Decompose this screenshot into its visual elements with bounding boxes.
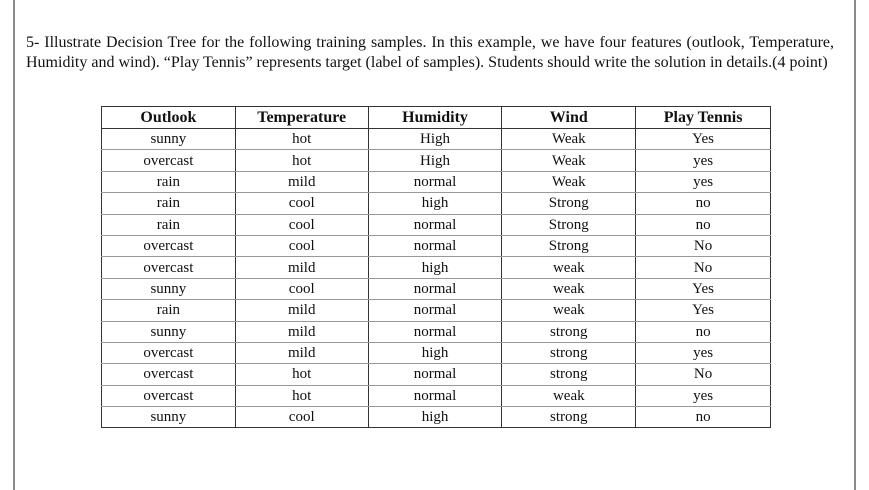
cell-humidity: high xyxy=(368,193,502,214)
cell-outlook: rain xyxy=(102,171,236,192)
cell-humidity: high xyxy=(368,407,502,428)
cell-temperature: hot xyxy=(235,150,368,171)
cell-temperature: mild xyxy=(235,300,368,321)
cell-outlook: rain xyxy=(102,193,236,214)
cell-outlook: overcast xyxy=(102,150,236,171)
cell-temperature: cool xyxy=(235,193,368,214)
cell-outlook: overcast xyxy=(102,385,236,406)
table-row xyxy=(102,321,771,342)
cell-wind: Weak xyxy=(502,129,636,150)
header-humidity: Humidity xyxy=(368,107,502,129)
cell-play-tennis: No xyxy=(636,364,771,385)
header-temperature: Temperature xyxy=(235,107,368,129)
cell-outlook: overcast xyxy=(102,364,236,385)
cell-play-tennis: Yes xyxy=(636,278,771,299)
table-body xyxy=(102,129,771,428)
training-samples-table-wrap xyxy=(101,106,771,428)
cell-temperature: mild xyxy=(235,321,368,342)
question-text: 5- Illustrate Decision Tree for the following training samples. In this example, we have four features (outlook, Temperature, Humidity and wind). “Play Tennis” represents target (label of samples). Students should write the solution in details.(4 point) xyxy=(26,34,834,71)
cell-wind: Weak xyxy=(502,150,636,171)
cell-outlook: sunny xyxy=(102,278,236,299)
cell-play-tennis: No xyxy=(636,257,771,278)
table-row xyxy=(102,407,771,428)
table-row xyxy=(102,214,771,235)
cell-humidity: normal xyxy=(368,171,502,192)
cell-temperature: cool xyxy=(235,407,368,428)
cell-humidity: normal xyxy=(368,385,502,406)
table-row xyxy=(102,235,771,256)
cell-humidity: High xyxy=(368,150,502,171)
cell-wind: weak xyxy=(502,278,636,299)
table-row xyxy=(102,278,771,299)
cell-wind: Strong xyxy=(502,193,636,214)
table-row xyxy=(102,342,771,363)
cell-temperature: mild xyxy=(235,171,368,192)
cell-play-tennis: no xyxy=(636,321,771,342)
cell-play-tennis: no xyxy=(636,214,771,235)
cell-wind: Strong xyxy=(502,214,636,235)
header-outlook: Outlook xyxy=(102,107,236,129)
table-row xyxy=(102,193,771,214)
cell-play-tennis: yes xyxy=(636,150,771,171)
table-row xyxy=(102,300,771,321)
header-wind: Wind xyxy=(502,107,636,129)
table-row xyxy=(102,150,771,171)
cell-wind: weak xyxy=(502,385,636,406)
training-samples-table xyxy=(101,106,771,428)
table-row xyxy=(102,129,771,150)
cell-temperature: hot xyxy=(235,364,368,385)
cell-outlook: sunny xyxy=(102,407,236,428)
cell-temperature: cool xyxy=(235,235,368,256)
cell-wind: Weak xyxy=(502,171,636,192)
cell-wind: Strong xyxy=(502,235,636,256)
cell-outlook: overcast xyxy=(102,257,236,278)
cell-wind: strong xyxy=(502,364,636,385)
cell-play-tennis: Yes xyxy=(636,300,771,321)
cell-humidity: high xyxy=(368,257,502,278)
cell-wind: strong xyxy=(502,342,636,363)
table-row xyxy=(102,257,771,278)
cell-wind: weak xyxy=(502,300,636,321)
cell-temperature: mild xyxy=(235,342,368,363)
cell-outlook: sunny xyxy=(102,129,236,150)
cell-play-tennis: no xyxy=(636,193,771,214)
table-header-row xyxy=(102,107,771,129)
cell-play-tennis: yes xyxy=(636,385,771,406)
cell-outlook: rain xyxy=(102,300,236,321)
cell-outlook: rain xyxy=(102,214,236,235)
cell-humidity: normal xyxy=(368,321,502,342)
table-row xyxy=(102,364,771,385)
cell-humidity: normal xyxy=(368,214,502,235)
cell-play-tennis: no xyxy=(636,407,771,428)
cell-humidity: normal xyxy=(368,364,502,385)
cell-temperature: cool xyxy=(235,278,368,299)
cell-temperature: hot xyxy=(235,129,368,150)
header-play-tennis: Play Tennis xyxy=(636,107,771,129)
cell-wind: strong xyxy=(502,321,636,342)
cell-play-tennis: No xyxy=(636,235,771,256)
cell-humidity: normal xyxy=(368,278,502,299)
cell-outlook: sunny xyxy=(102,321,236,342)
cell-humidity: High xyxy=(368,129,502,150)
cell-temperature: mild xyxy=(235,257,368,278)
cell-outlook: overcast xyxy=(102,342,236,363)
cell-temperature: hot xyxy=(235,385,368,406)
cell-outlook: overcast xyxy=(102,235,236,256)
cell-humidity: normal xyxy=(368,300,502,321)
cell-play-tennis: Yes xyxy=(636,129,771,150)
cell-temperature: cool xyxy=(235,214,368,235)
table-row xyxy=(102,385,771,406)
table-row xyxy=(102,171,771,192)
cell-humidity: high xyxy=(368,342,502,363)
cell-play-tennis: yes xyxy=(636,342,771,363)
cell-wind: strong xyxy=(502,407,636,428)
cell-humidity: normal xyxy=(368,235,502,256)
cell-play-tennis: yes xyxy=(636,171,771,192)
cell-wind: weak xyxy=(502,257,636,278)
